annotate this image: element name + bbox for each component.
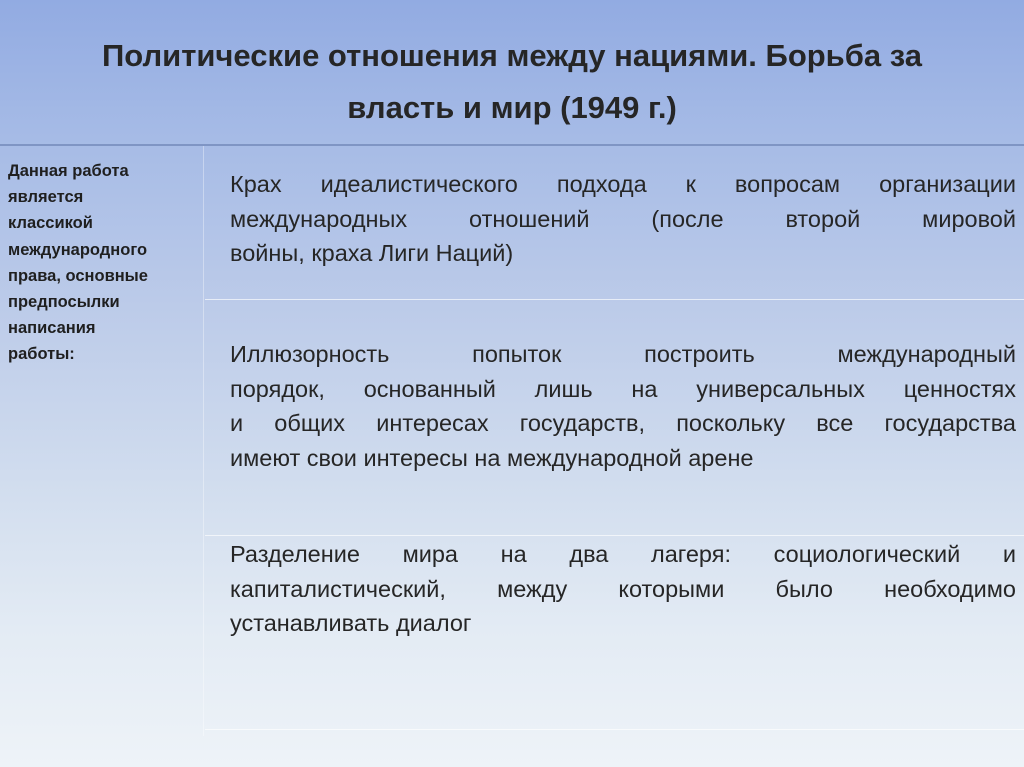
slide-title-line-2: власть и мир (1949 г.) <box>347 90 677 125</box>
left-column-label <box>8 158 198 368</box>
premise-line: международных отношений (после второй мировой <box>230 205 1016 232</box>
header-divider <box>0 144 1024 146</box>
premise-item-3 <box>230 537 1016 641</box>
left-column-line: права, основные <box>8 266 148 285</box>
left-column-line: международного <box>8 240 148 259</box>
left-column-line: работы: <box>8 345 75 364</box>
left-column-line: Данная работа <box>8 162 129 180</box>
left-column-line: классикой <box>8 214 93 233</box>
premise-line: Разделение мира на два лагеря: социологический и <box>230 541 1016 567</box>
premise-item-1 <box>230 167 1016 271</box>
left-column-line: является <box>8 188 84 207</box>
premise-line: и общих интересах государств, поскольку все государства <box>230 410 1016 436</box>
premise-line: порядок, основанный лишь на универсальных ценностях <box>230 375 1016 402</box>
premise-line: Крах идеалистического подхода к вопросам организации <box>230 171 1016 197</box>
premise-line: капиталистический, между которыми было необходимо <box>230 575 1016 602</box>
row-divider <box>205 299 1024 300</box>
left-column-line: написания <box>8 319 96 338</box>
premise-line: имеют свои интересы на международной арене <box>230 444 754 471</box>
row-divider <box>205 729 1024 730</box>
premise-line: устанавливать диалог <box>230 610 472 636</box>
left-column-line: предпосылки <box>8 293 120 312</box>
slide-title-line-1: Политические отношения между нациями. Борьба за <box>102 38 922 73</box>
column-divider <box>203 146 204 736</box>
row-divider <box>205 535 1024 536</box>
premise-line: войны, краха Лиги Наций) <box>230 240 514 266</box>
slide-title <box>20 30 1004 134</box>
premise-line: Иллюзорность попыток построить международный <box>230 341 1016 367</box>
premise-item-2 <box>230 337 1016 475</box>
